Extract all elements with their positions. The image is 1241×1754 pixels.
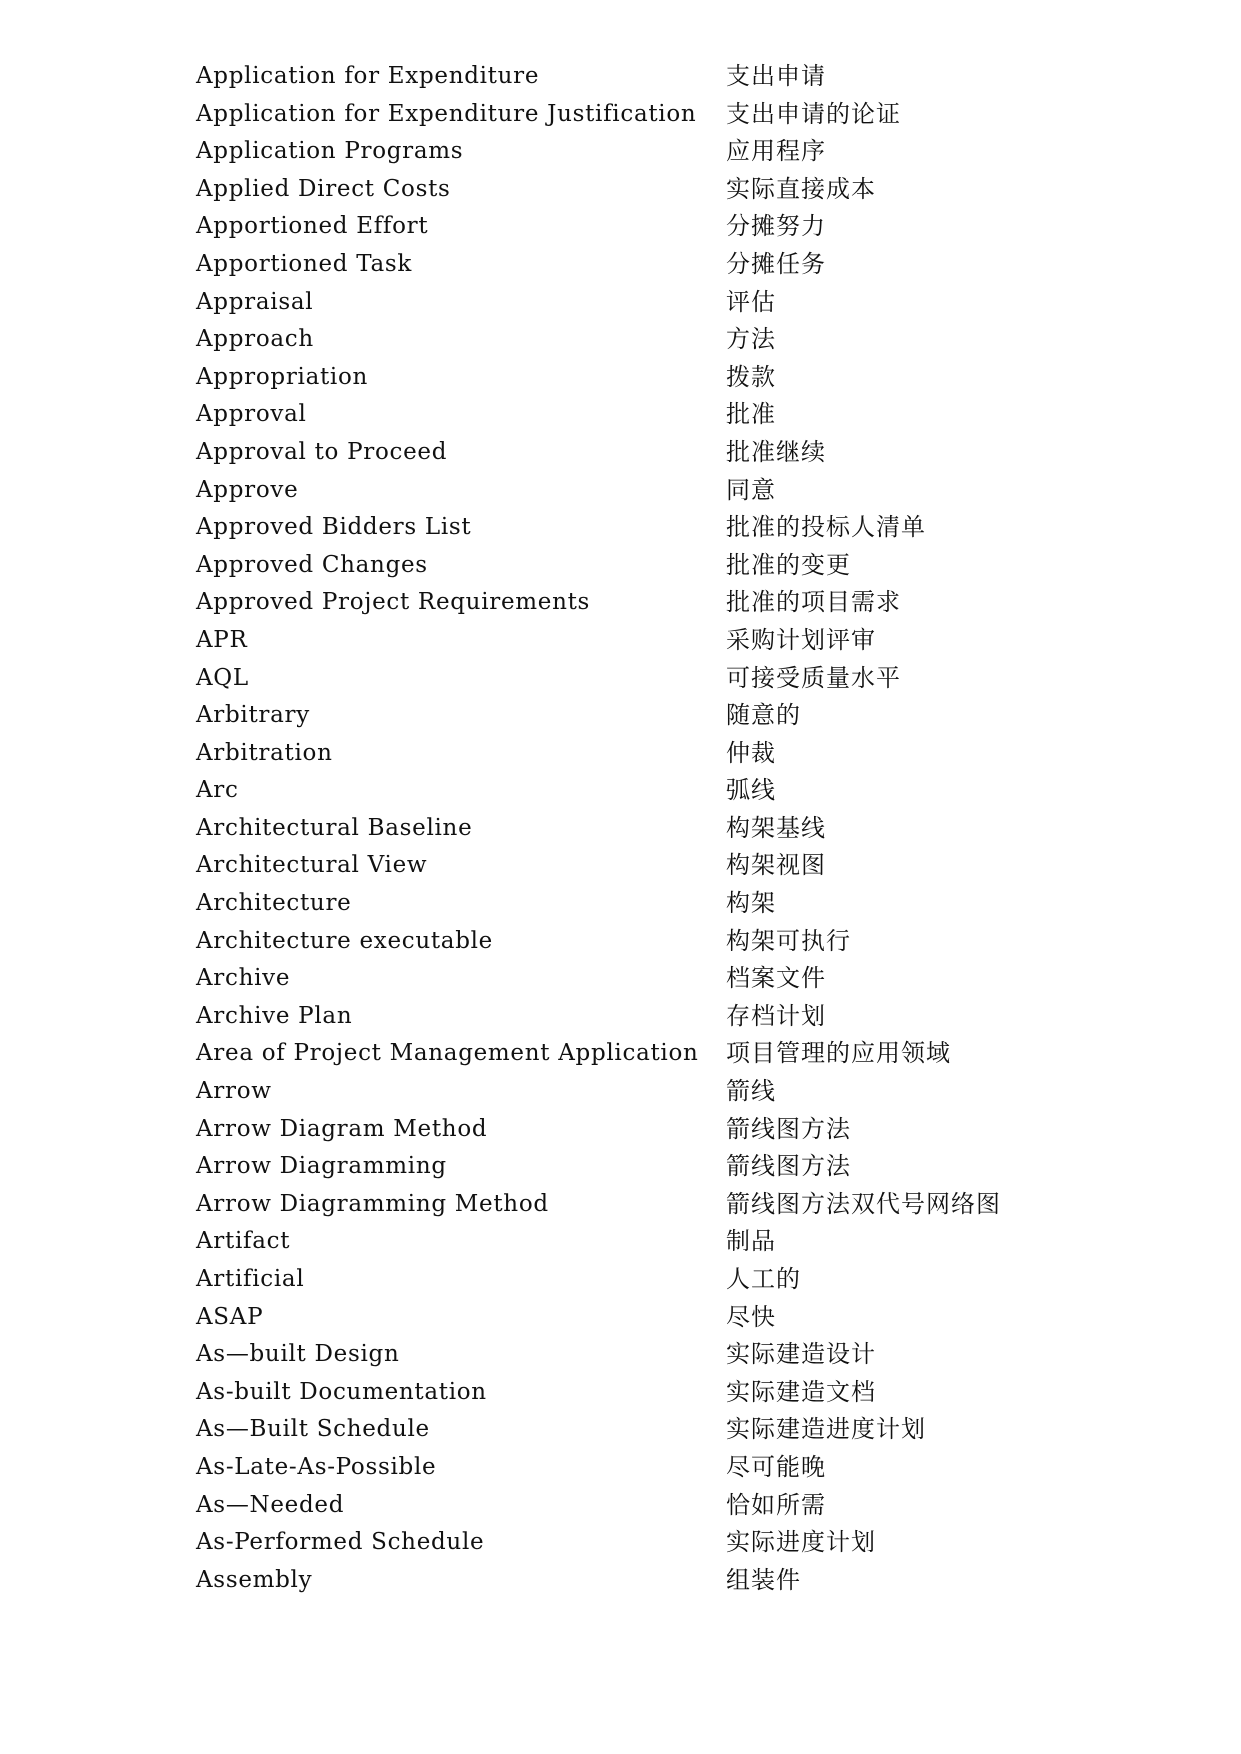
term-english: Application for Expenditure (196, 63, 540, 89)
term-english: Appropriation (196, 363, 369, 390)
term-chinese: 实际进度计划 (726, 1528, 876, 1557)
term-english: Arbitrary (196, 702, 310, 729)
term-english: Approval to Proceed (196, 438, 448, 465)
glossary-entry (196, 359, 1056, 397)
term-chinese: 批准的变更 (726, 550, 851, 579)
term-chinese: 恰如所需 (726, 1490, 826, 1519)
term-chinese: 组装件 (726, 1565, 801, 1594)
glossary-entry (196, 923, 1056, 961)
glossary-entry (196, 509, 1056, 547)
term-chinese: 批准 (726, 400, 776, 429)
term-chinese: 采购计划评审 (726, 625, 876, 654)
glossary-entry (196, 171, 1056, 209)
term-chinese: 评估 (726, 287, 776, 316)
term-chinese: 分摊任务 (726, 249, 826, 278)
term-chinese: 档案文件 (726, 964, 826, 993)
term-english: Arc (196, 777, 239, 804)
term-english: ASAP (196, 1303, 264, 1330)
term-english: AQL (196, 664, 249, 691)
glossary-entry (196, 735, 1056, 773)
term-english: Assembly (196, 1566, 313, 1593)
term-english: Arrow Diagramming (196, 1153, 447, 1180)
term-english: Architectural Baseline (196, 814, 473, 841)
glossary-entry (196, 1111, 1056, 1149)
glossary-entry (196, 246, 1056, 284)
term-chinese: 箭线图方法 (726, 1152, 851, 1181)
term-chinese: 项目管理的应用领域 (726, 1039, 951, 1068)
glossary-entry (196, 133, 1056, 171)
glossary-entry (196, 1035, 1056, 1073)
term-english: Arrow (196, 1078, 272, 1105)
glossary-entry (196, 1487, 1056, 1525)
glossary-entry (196, 998, 1056, 1036)
glossary-entry (196, 1374, 1056, 1412)
term-chinese: 批准继续 (726, 437, 826, 466)
glossary-entry (196, 1073, 1056, 1111)
glossary-entry (196, 1148, 1056, 1186)
glossary-entry (196, 58, 1056, 96)
glossary-entry (196, 810, 1056, 848)
term-english: Approved Changes (196, 551, 428, 578)
term-english: Apportioned Task (196, 250, 413, 277)
term-chinese: 构架基线 (726, 813, 826, 842)
term-chinese: 拨款 (726, 362, 776, 391)
term-english: As—Built Schedule (196, 1416, 430, 1443)
term-chinese: 批准的项目需求 (726, 588, 901, 617)
term-english: As-Late-As-Possible (196, 1453, 437, 1480)
glossary-entry (196, 1223, 1056, 1261)
glossary-entry (196, 1411, 1056, 1449)
term-chinese: 实际建造设计 (726, 1340, 876, 1369)
term-chinese: 同意 (726, 475, 776, 504)
term-english: Approved Project Requirements (196, 589, 591, 616)
term-english: As-built Documentation (196, 1378, 487, 1405)
term-chinese: 方法 (726, 325, 776, 354)
term-english: As—built Design (196, 1341, 400, 1368)
term-english: Architecture executable (196, 927, 493, 954)
term-english: Arrow Diagramming Method (196, 1190, 549, 1217)
term-chinese: 构架 (726, 889, 776, 918)
glossary-entry (196, 284, 1056, 322)
glossary-entry (196, 1524, 1056, 1562)
term-chinese: 人工的 (726, 1265, 801, 1293)
glossary-entry (196, 434, 1056, 472)
term-english: Architecture (196, 890, 352, 917)
glossary-entry (196, 660, 1056, 698)
glossary-entry (196, 697, 1056, 735)
glossary-list (196, 58, 1056, 1599)
term-chinese: 弧线 (726, 776, 776, 805)
term-chinese: 尽快 (726, 1302, 776, 1331)
term-english: Application Programs (196, 138, 464, 165)
glossary-entry (196, 1336, 1056, 1374)
term-chinese: 箭线图方法 (726, 1114, 851, 1143)
term-chinese: 分摊努力 (726, 212, 826, 241)
glossary-entry (196, 472, 1056, 510)
term-english: Architectural View (196, 852, 428, 879)
term-chinese: 批准的投标人清单 (726, 513, 926, 542)
term-english: As—Needed (196, 1491, 345, 1518)
glossary-entry (196, 547, 1056, 585)
term-chinese: 可接受质量水平 (726, 663, 901, 692)
term-chinese: 制品 (726, 1227, 776, 1256)
term-chinese: 箭线 (726, 1077, 776, 1106)
glossary-entry (196, 396, 1056, 434)
term-english: Area of Project Management Application (196, 1040, 699, 1067)
glossary-entry (196, 847, 1056, 885)
term-chinese: 存档计划 (726, 1001, 826, 1030)
term-chinese: 支出申请 (726, 62, 826, 90)
term-chinese: 实际建造进度计划 (726, 1415, 926, 1444)
glossary-entry (196, 1186, 1056, 1224)
term-english: Arrow Diagram Method (196, 1115, 488, 1142)
glossary-entry (196, 584, 1056, 622)
term-english: Arbitration (196, 739, 333, 766)
term-english: Applied Direct Costs (196, 175, 451, 202)
term-english: Artifact (196, 1228, 291, 1255)
term-chinese: 支出申请的论证 (726, 99, 901, 128)
term-english: Approach (196, 326, 314, 353)
term-chinese: 随意的 (726, 701, 801, 730)
glossary-entry (196, 96, 1056, 134)
glossary-entry (196, 208, 1056, 246)
term-chinese: 实际建造文档 (726, 1377, 876, 1406)
term-english: As-Performed Schedule (196, 1529, 485, 1556)
glossary-entry (196, 321, 1056, 359)
term-english: Approval (196, 401, 307, 428)
term-chinese: 尽可能晚 (726, 1452, 826, 1481)
term-english: Artificial (196, 1266, 305, 1292)
glossary-entry (196, 1449, 1056, 1487)
term-english: Apportioned Effort (196, 213, 429, 240)
glossary-entry (196, 1562, 1056, 1600)
glossary-entry (196, 772, 1056, 810)
term-english: Appraisal (196, 288, 314, 315)
term-chinese: 箭线图方法双代号网络图 (726, 1189, 1001, 1218)
term-chinese: 实际直接成本 (726, 174, 876, 203)
glossary-entry (196, 960, 1056, 998)
glossary-entry (196, 1261, 1056, 1299)
glossary-entry (196, 885, 1056, 923)
term-english: Approved Bidders List (196, 514, 472, 541)
term-chinese: 应用程序 (726, 137, 826, 166)
term-english: Archive (196, 965, 291, 992)
term-english: Application for Expenditure Justification (196, 100, 697, 127)
term-chinese: 构架可执行 (726, 926, 851, 955)
glossary-entry (196, 1299, 1056, 1337)
term-english: APR (196, 626, 248, 653)
glossary-entry (196, 622, 1056, 660)
term-chinese: 构架视图 (726, 851, 826, 880)
term-english: Archive Plan (196, 1002, 353, 1029)
term-english: Approve (196, 476, 299, 503)
term-chinese: 仲裁 (726, 738, 776, 767)
